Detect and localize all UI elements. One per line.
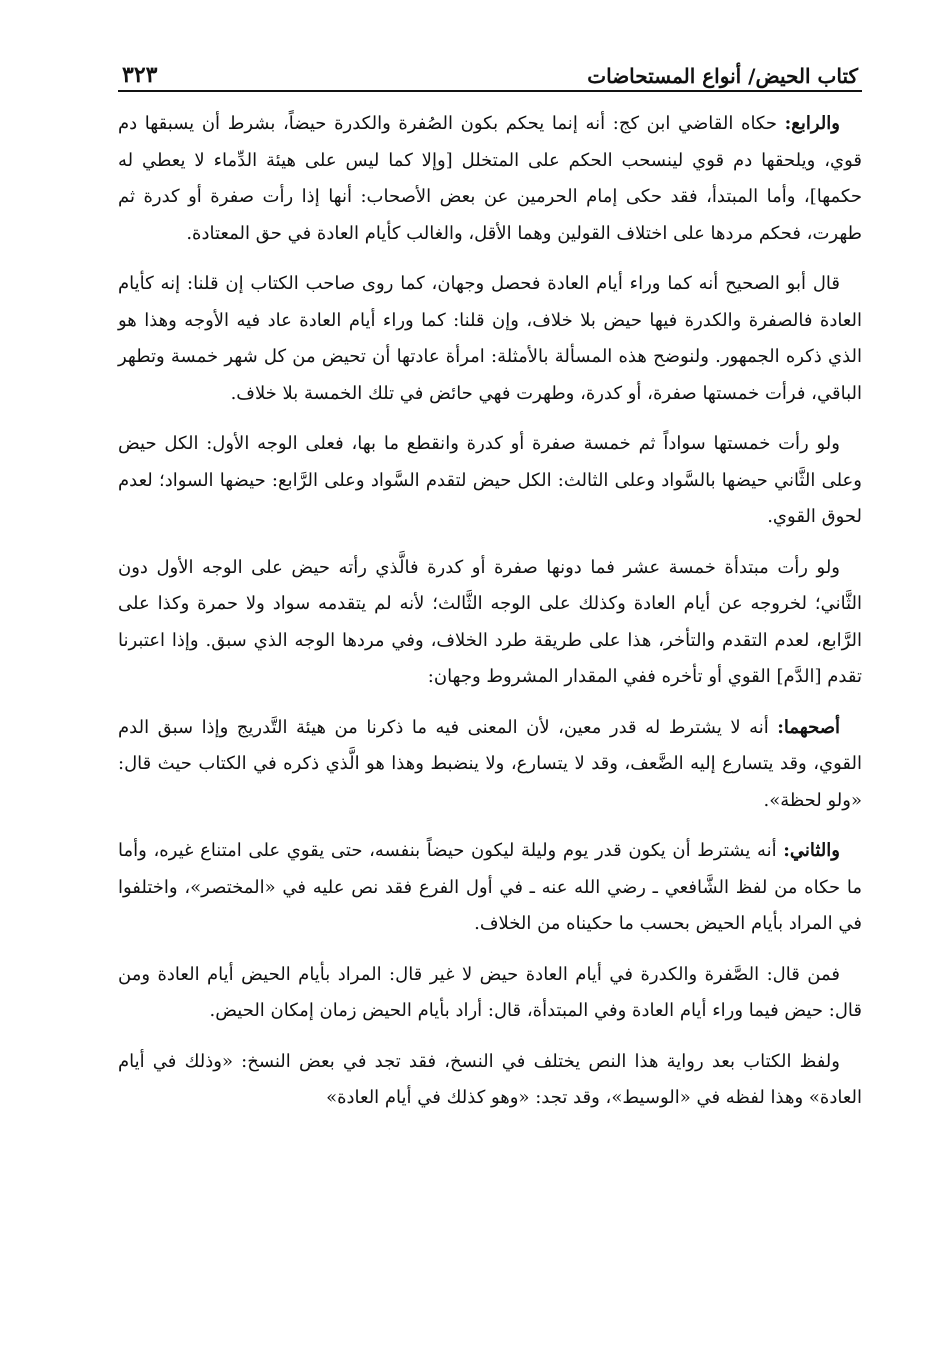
paragraph [118,833,862,943]
paragraph-text: ولو رأت مبتدأة خمسة عشر فما دونها صفرة أو كدرة فالَّذي رأته حيض على الوجه الأول دون الثَّاني؛ لخروجه عن أيام العادة وكذلك على الوجه الثَّالث؛ لأنه لم يتقدمه سواد ولا حمرة وكذا على الرَّابع، لعدم التقدم والتأخر، هذا على طريقة طرد الخلاف، وفي مردها الوجه الذي سبق. وإذا اعتبرنا تقدم [الدَّم] القوي أو تأخره ففي المقدار المشروط وجهان: [118,556,862,687]
document-page [118,38,862,1131]
paragraph-text: حكاه القاضي ابن كج: أنه إنما يحكم بكون الصُفرة والكدرة حيضاً، بشرط أن يسبقها دم قوي، ويلحقها دم قوي لينسحب الحكم على المتخلل [وإلا كما ليس على هيئة الدِّماء لا يعطي له حكمها]، وأما المبتدأ، فقد حكى إمام الحرمين عن بعض الأصحاب: أنها إذا رأت صفرة أو كدرة ثم طهرت، فحكم مردها على اختلاف القولين وهما الأقل، والغالب كأيام العادة في حق المعتادة. [118,113,862,244]
paragraph [118,106,862,252]
body-text [118,106,862,1117]
page-number: ٣٢٣ [122,62,158,88]
running-title: كتاب الحيض/ أنواع المستحاضات [587,64,858,88]
paragraph-lead: والثاني: [783,840,840,861]
paragraph [118,266,862,412]
paragraph [118,957,862,1030]
paragraph-lead: والرابع: [784,113,840,134]
paragraph-text: ولفظ الكتاب بعد رواية هذا النص يختلف في النسخ، فقد تجد في بعض النسخ: «وذلك في أيام العادة» وهذا لفظه في «الوسيط»، وقد تجد: «وهو كذلك في أيام العادة» [118,1050,862,1108]
paragraph [118,710,862,820]
paragraph-text: فمن قال: الصَّفرة والكدرة في أيام العادة حيض لا غير قال: المراد بأيام الحيض أيام العادة ومن قال: حيض فيما وراء أيام العادة وفي المبتدأة، قال: أراد بأيام الحيض زمان إمكان الحيض. [118,963,862,1021]
page-header [118,38,862,92]
paragraph [118,426,862,536]
paragraph-text: أنه يشترط أن يكون قدر يوم وليلة ليكون حيضاً بنفسه، حتى يقوي على امتناع غيره، وأما ما حكاه من لفظ الشَّافعي ـ رضي الله عنه ـ في أول الفرع فقد نص عليه في «المختصر»، واختلفوا في المراد بأيام الحيض بحسب ما حكيناه من الخلاف. [118,840,862,934]
paragraph-text: ولو رأت خمستها سواداً ثم خمسة صفرة أو كدرة وانقطع ما بها، فعلى الوجه الأول: الكل حيض وعلى الثَّاني حيضها بالسَّواد وعلى الثالث: الكل حيض لتقدم السَّواد وعلى الرَّابع: حيضها السواد؛ لعدم لحوق القوي. [118,433,862,527]
paragraph [118,550,862,696]
paragraph-text: قال أبو الصحيح أنه كما وراء أيام العادة فحصل وجهان، كما روى صاحب الكتاب إن قلنا: إنه كأيام العادة فالصفرة والكدرة فيها حيض بلا خلاف، وإن قلنا: كما وراء أيام العادة عاد فيه الأوجه وهذا هو الذي ذكره الجمهور. ولنوضح هذه المسألة بالأمثلة: امرأة عادتها أن تحيض من كل شهر خمسة وتطهر الباقي، فرأت خمستها صفرة، أو كدرة، وطهرت فهي حائض في تلك الخمسة بلا خلاف. [118,273,862,404]
paragraph-text: أنه لا يشترط له قدر معين، لأن المعنى فيه ما ذكرنا من هيئة التَّدريج وإذا سبق الدم القوي، وقد يتسارع إليه الضَّعف، وقد لا يتسارع، ولا ينضبط وهذا هو الَّذي ذكره في الكتاب حيث قال: «ولو لحظة». [118,716,862,811]
paragraph-lead: أصحهما: [777,716,840,738]
paragraph [118,1044,862,1117]
